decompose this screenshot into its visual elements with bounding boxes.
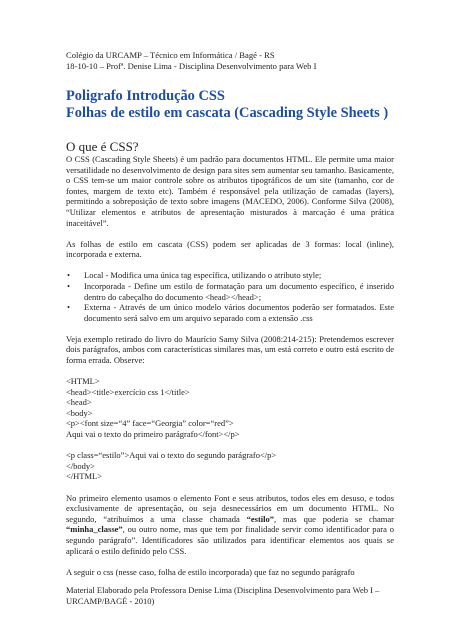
code-line: <HTML> — [66, 376, 100, 387]
bullet-icon: • — [67, 270, 70, 281]
code-example — [66, 376, 394, 482]
code-line: <p><font size=“4” face=“Georgia” color=“red”> — [66, 418, 234, 429]
document-header — [66, 50, 394, 72]
code-line: <p class=“estilo”>Aqui vai o texto do segundo parágrafo</p> — [66, 450, 277, 461]
forms-list — [66, 270, 394, 323]
code-line-blank — [66, 440, 394, 451]
header-line-school: Colégio da URCAMP – Técnico em Informática / Bagé - RS — [66, 50, 275, 60]
code-line: <head><title>exercício css 1</title> — [66, 386, 190, 397]
explanation-paragraph: No primeiro elemento usamos o elemento Font e seus atributos, todos eles em desuso, e todos exclusivamente de apresentação, ou seja desnecessários em um documento HTML. No segundo, “atribuímos a uma classe chamada “estilo”, mas que poderia se chamar “minha_classe”, ou outro nome, mas que tem por finalidade servir como identificador para o segundo parágrafo”. Identificadores são utilizados para identificar elementos aos quais se aplicará o estilo definido pelo CSS. — [66, 492, 394, 556]
last-paragraph: A seguir o css (nesse caso, folha de estilo incorporada) que faz no segundo parágrafo — [66, 566, 355, 577]
intro-paragraph: O CSS (Cascading Style Sheets) é um padrão para documentos HTML. Ele permite uma maior versatilidade no desenvolvimento de design para sites sem aumentar seu tamanho. Basicamente, o CSS tem-se um maior controle sobre os atributos tipográficos de um site (tamanho, cor de fontes, margem de texto etc). Também é responsável pela utilização de camadas (layers), permitindo a sobreposição de texto sobre imagens (MACEDO, 2006). Conforme Silva (2008), “Utilizar elementos e atributos de apresentação misturados à marcação é uma prática inaceitável”. — [66, 154, 394, 228]
code-line: <body> — [66, 407, 93, 418]
list-item — [66, 281, 394, 302]
forms-paragraph: As folhas de estilo em cascata (CSS) podem ser aplicadas de 3 formas: local (inline), incorporada e externa. — [66, 238, 394, 260]
header-line-date-teacher: 18-10-10 – Profª. Denise Lima - Disciplina Desenvolvimento para Web I — [66, 61, 317, 71]
bullet-icon: • — [67, 302, 70, 313]
list-item-text: Incorporada - Define um estilo de formatação para um documento específico, é inserido dentro do cabeçalho do documento <head></head>; — [84, 280, 394, 302]
example-intro-paragraph: Veja exemplo retirado do livro do Maurício Samy Silva (2008:214-215): Pretendemos escrever dois parágrafos, ambos com características similares mas, um está correto e outro está escrito de forma errada. Observe: — [66, 333, 394, 365]
bold-class-minha: “minha_classe” — [66, 524, 123, 535]
section-heading: O que é CSS? — [66, 139, 139, 154]
title-line-1: Poligrafo Introdução CSS — [66, 88, 225, 104]
list-item — [66, 270, 394, 281]
list-item-text: Local - Modifica uma única tag específica, utilizando o atributo style; — [84, 270, 322, 281]
code-line: </HTML> — [66, 471, 103, 482]
document-footer: Material Elaborado pela Professora Denise Lima (Disciplina Desenvolvimento para Web I – URCAMP/BAGÉ - 2010) — [66, 585, 380, 606]
title-line-2: Folhas de estilo em cascata (Cascading Style Sheets ) — [66, 104, 389, 121]
code-line: Aqui vai o texto do primeiro parágrafo</font></p> — [66, 429, 240, 440]
code-line: <head> — [66, 397, 92, 408]
bold-class-estilo: “estilo” — [246, 513, 275, 524]
list-item — [66, 302, 394, 323]
bullet-icon: • — [67, 280, 70, 291]
code-line: </body> — [66, 460, 95, 471]
document-title — [66, 88, 394, 121]
list-item-text: Externa - Através de um único modelo vários documentos poderão ser formatados. Este documento será salvo em um arquivo separado com a extensão .css — [84, 302, 394, 323]
